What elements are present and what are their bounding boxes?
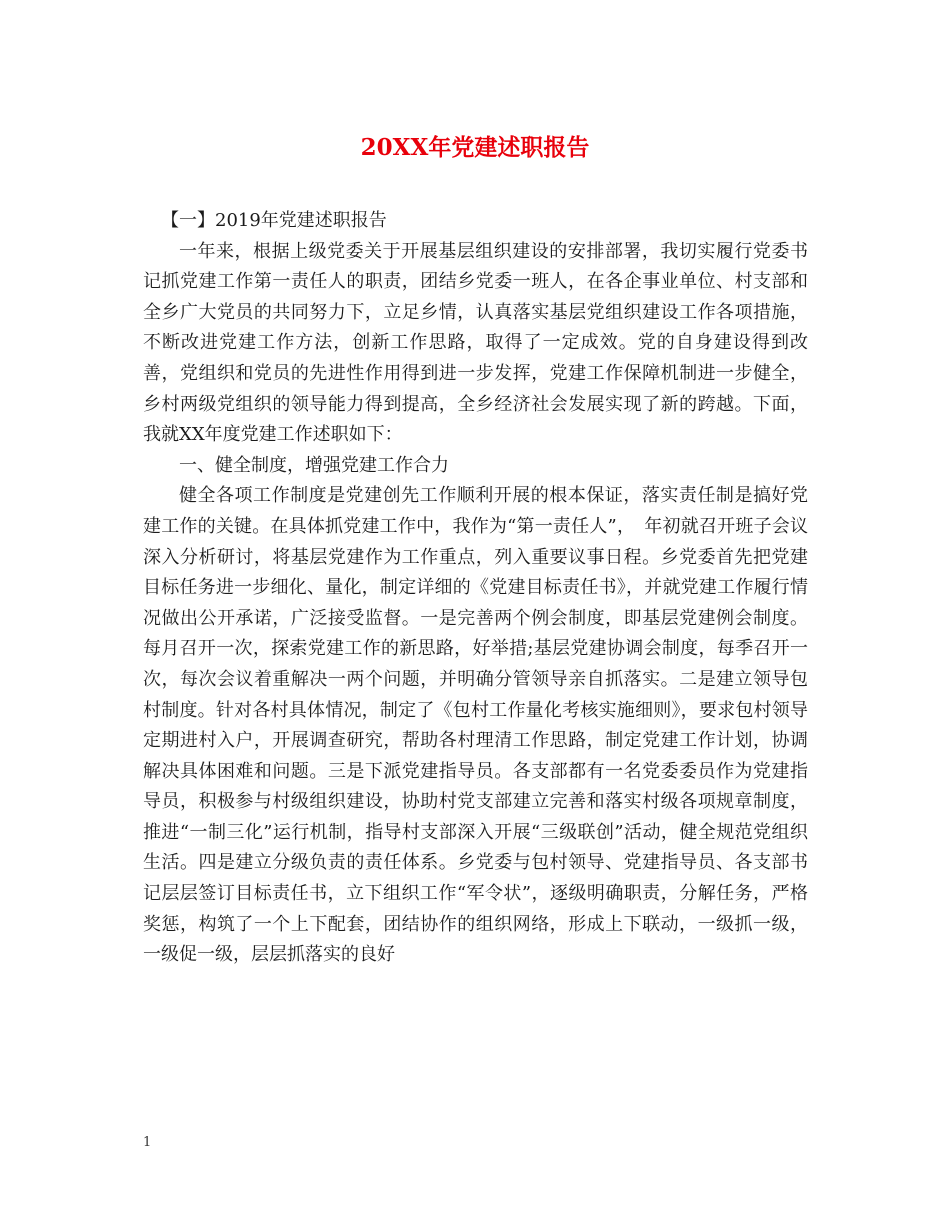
document-body [143, 206, 808, 971]
page-number: 1 [143, 1135, 152, 1150]
section-heading: 【一】2019年党建述职报告 [161, 210, 387, 231]
paragraph-system: 健全各项工作制度是党建创先工作顺利开展的根本保证，落实责任制是搞好党建工作的关键。在具体抓党建工作中，我作为“第一责任人”， 年初就召开班子会议深入分析研讨，将基层党建作为工作重点，列入重要议事日程。乡党委首先把党建目标任务进一步细化、量化，制定详细的《党建目标责任书》，并就党建工作履行情况做出公开承诺，广泛接受监督。一是完善两个例会制度，即基层党建例会制度。每月召开一次，探索党建工作的新思路，好举措;基层党建协调会制度，每季召开一次，每次会议着重解决一两个问题，并明确分管领导亲自抓落实。二是建立领导包村制度。针对各村具体情况，制定了《包村工作量化考核实施细则》，要求包村领导定期进村入户，开展调查研究，帮助各村理清工作思路，制定党建工作计划，协调解决具体困难和问题。三是下派党建指导员。各支部都有一名党委委员作为党建指导员，积极参与村级组织建设，协助村党支部建立完善和落实村级各项规章制度，推进“一制三化”运行机制，指导村支部深入开展“三级联创”活动，健全规范党组织生活。四是建立分级负责的责任体系。乡党委与包村领导、党建指导员、各支部书记层层签订目标责任书，立下组织工作“军令状”，逐级明确职责，分解任务，严格奖惩，构筑了一个上下配套，团结协作的组织网络，形成上下联动，一级抓一级，一级促一级，层层抓落实的良好 [143, 485, 808, 966]
document-title: 20XX年党建述职报告 [360, 134, 590, 161]
paragraph-intro: 一年来，根据上级党委关于开展基层组织建设的安排部署，我切实履行党委书记抓党建工作第一责任人的职责，团结乡党委一班人，在各企事业单位、村支部和全乡广大党员的共同努力下，立足乡情，认真落实基层党组织建设工作各项措施，不断改进党建工作方法，创新工作思路，取得了一定成效。党的自身建设得到改善，党组织和党员的先进性作用得到进一步发挥，党建工作保障机制进一步健全，乡村两级党组织的领导能力得到提高，全乡经济社会发展实现了新的跨越。下面，我就XX年度党建工作述职如下： [143, 240, 808, 446]
subsection-heading: 一、健全制度，增强党建工作合力 [179, 454, 449, 476]
